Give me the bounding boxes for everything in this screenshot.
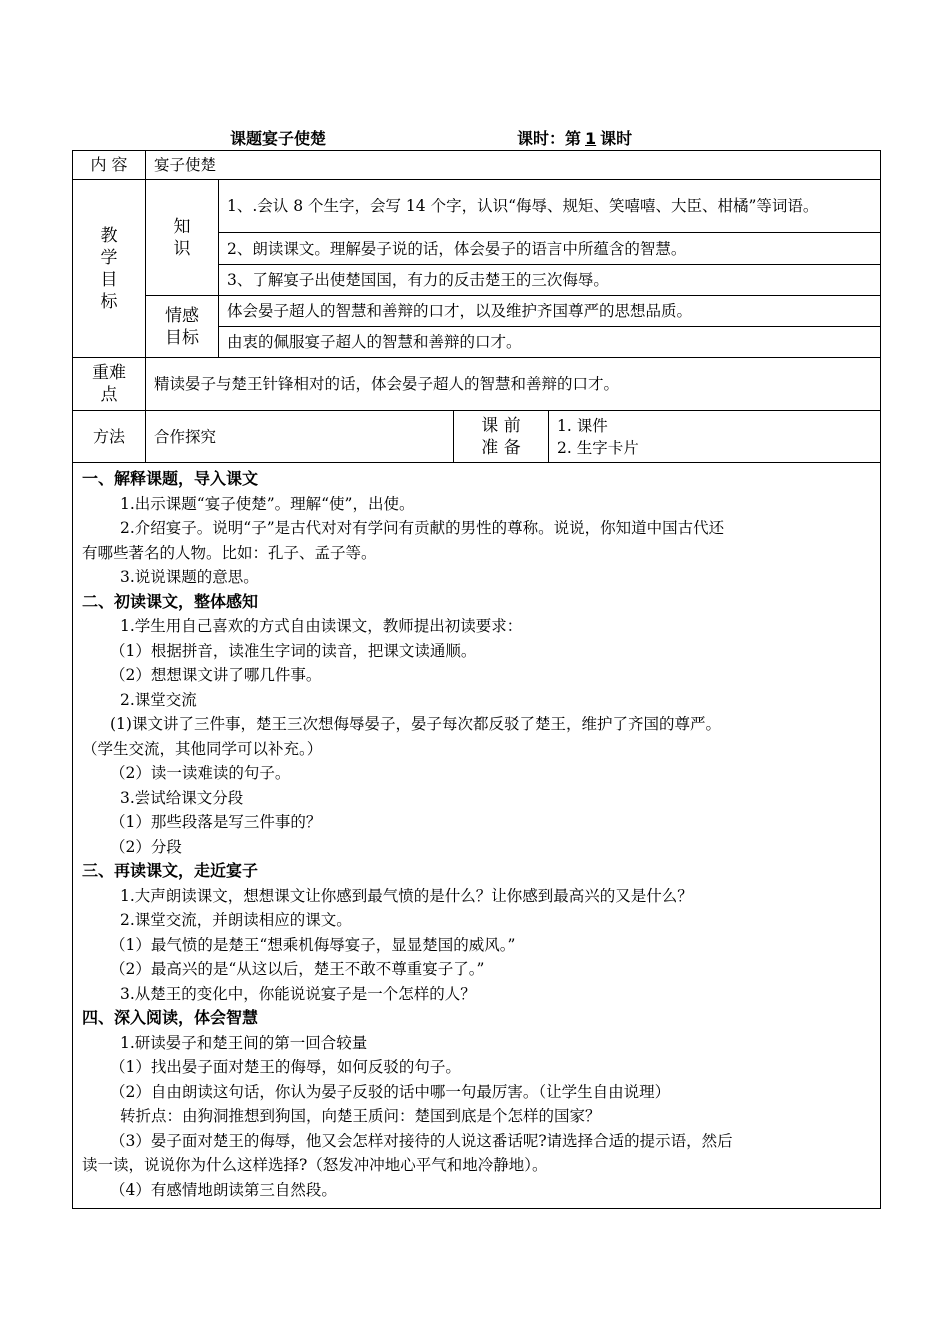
process-line: （4）有感情地朗读第三自然段。 [110, 1180, 337, 1199]
prep-label-line: 课 前 [481, 415, 521, 436]
section-heading: 二、初读课文，整体感知 [82, 591, 259, 611]
knowledge-char: 知 [173, 216, 191, 237]
key-label-line: 点 [100, 385, 118, 405]
process-line: （3）晏子面对楚王的侮辱，他又会怎样对接待的人说这番话呢?请选择合适的提示语，然后 [110, 1131, 733, 1150]
knowledge-item: 1、.会认 8 个生字，会写 14 个字，认识“侮辱、规矩、笑嘻嘻、大臣、柑橘”等词语。 [219, 180, 881, 233]
knowledge-item: 2、朗读课文。理解晏子说的话，体会晏子的语言中所蕴含的智慧。 [219, 233, 881, 265]
content-label: 内 容 [73, 151, 146, 180]
process-line: 转折点：由狗洞推想到狗国，向楚王质问：楚国到底是个怎样的国家？ [120, 1107, 601, 1125]
process-line: 3.尝试给课文分段 [120, 788, 244, 807]
content-value: 宴子使楚 [146, 151, 881, 180]
emotion-item: 由衷的佩服宴子超人的智慧和善辩的口才。 [219, 327, 881, 358]
key-points-value: 精读晏子与楚王针锋相对的话，体会晏子超人的智慧和善辩的口才。 [146, 358, 881, 411]
section-heading: 四、深入阅读，体会智慧 [82, 1008, 259, 1027]
process-line: （2）分段 [110, 837, 182, 856]
process-line: 1.出示课题“宴子使楚”。理解“使”，出使。 [120, 494, 415, 513]
process-line: 3.从楚王的变化中，你能说说宴子是一个怎样的人？ [120, 984, 476, 1003]
process-line: （1）根据拼音，读准生字词的读音，把课文读通顺。 [110, 641, 477, 660]
knowledge-item: 3、了解宴子出使楚国国，有力的反击楚王的三次侮辱。 [219, 265, 881, 296]
process-line: 2.介绍宴子。说明“子”是古代对对有学问有贡献的男性的尊称。说说，你知道中国古代还 [120, 519, 725, 537]
period-suffix: 课时 [600, 129, 633, 148]
key-label-line: 重难 [92, 363, 126, 383]
prep-item: 2. 生字卡片 [557, 438, 639, 457]
emotion-label-line: 目标 [165, 327, 199, 348]
lesson-title: 课题宴子使楚 [230, 129, 327, 148]
process-line: （1）那些段落是写三件事的？ [110, 813, 322, 831]
goals-char: 标 [100, 291, 118, 312]
method-row [73, 411, 881, 463]
preparation-label [454, 411, 549, 463]
prep-label-line: 准 备 [481, 437, 521, 458]
process-line: 读一读，说说你为什么这样选择?（怒发冲冲地心平气和地冷静地）。 [82, 1156, 548, 1174]
lesson-period [517, 126, 632, 149]
process-line: （2）读一读难读的句子。 [110, 764, 291, 782]
preparation-list [549, 411, 881, 463]
process-line: 2.课堂交流 [120, 690, 197, 709]
teaching-process [73, 463, 881, 1209]
process-line: （学生交流，其他同学可以补充。） [82, 739, 323, 758]
process-line: 1.研读晏子和楚王间的第一回合较量 [120, 1033, 368, 1052]
method-value: 合作探究 [146, 411, 454, 463]
process-line: 1.大声朗读课文，想想课文让你感到最气愤的是什么？让你感到最高兴的又是什么？ [120, 886, 693, 905]
method-label: 方法 [73, 411, 146, 463]
lesson-plan-table [72, 150, 881, 1209]
knowledge-label [146, 180, 219, 296]
process-line: 2.课堂交流，并朗读相应的课文。 [120, 911, 352, 929]
goals-char: 目 [100, 269, 118, 290]
process-line: 1.学生用自己喜欢的方式自由读课文，教师提出初读要求： [120, 617, 523, 635]
key-points-row [73, 358, 881, 411]
process-line: 3.说说课题的意思。 [120, 568, 259, 586]
prep-item: 1. 课件 [557, 416, 608, 435]
lesson-header [0, 124, 950, 150]
process-line: (1)课文讲了三件事，楚王三次想侮辱晏子，晏子每次都反驳了楚王，维护了齐国的尊严。 [110, 715, 721, 733]
process-line: （2）想想课文讲了哪几件事。 [110, 666, 322, 684]
emotion-label [146, 296, 219, 358]
process-line: （2）最高兴的是“从这以后，楚王不敢不尊重宴子了。” [110, 960, 485, 978]
section-heading: 三、再读课文，走近宴子 [82, 861, 259, 880]
process-line: 有哪些著名的人物。比如：孔子、孟子等。 [82, 543, 377, 562]
process-line: （1）找出晏子面对楚王的侮辱，如何反驳的句子。 [110, 1058, 461, 1076]
section-heading: 一、解释课题，导入课文 [82, 469, 259, 488]
knowledge-char: 识 [173, 238, 191, 259]
emotion-label-line: 情感 [165, 305, 199, 326]
process-line: （1）最气愤的是楚王“想乘机侮辱宴子，显显楚国的威风。” [110, 935, 516, 954]
content-row [73, 151, 881, 180]
process-line: （2）自由朗读这句话，你认为晏子反驳的话中哪一句最厉害。（让学生自由说理） [110, 1082, 671, 1101]
teaching-goals-label [73, 180, 146, 358]
knowledge-row-1 [73, 180, 881, 233]
period-number: 1 [585, 129, 597, 148]
goals-char: 学 [100, 247, 118, 268]
emotion-item: 体会晏子超人的智慧和善辩的口才，以及维护齐国尊严的思想品质。 [219, 296, 881, 327]
period-prefix: 课时：第 [517, 129, 582, 148]
emotion-row-1 [73, 296, 881, 327]
goals-char: 教 [100, 225, 118, 246]
teaching-process-row [73, 463, 881, 1209]
key-points-label [73, 358, 146, 411]
